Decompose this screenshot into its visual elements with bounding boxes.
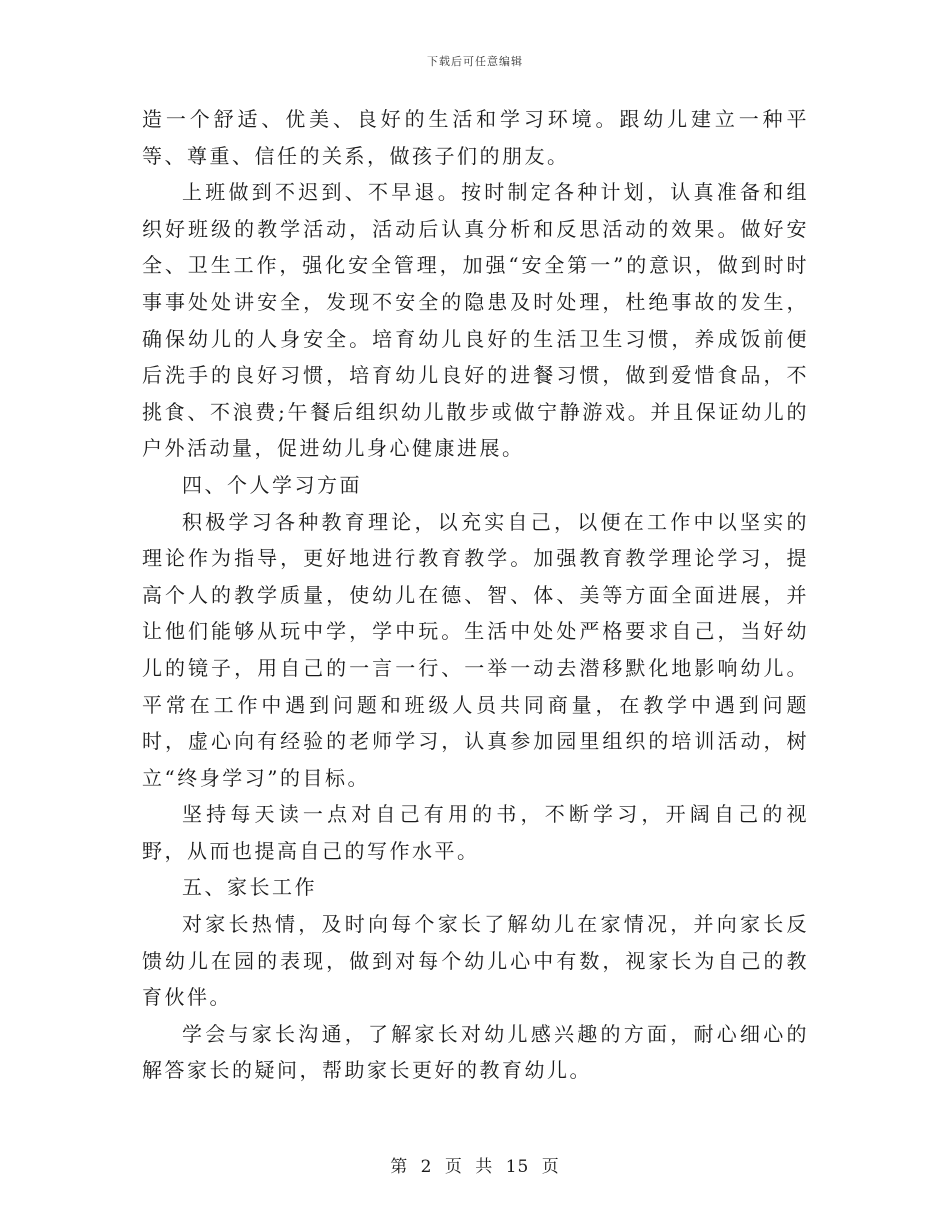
paragraph-continuation: 造一个舒适、优美、良好的生活和学习环境。跟幼儿建立一种平等、尊重、信任的关系，做孩子们的朋友。 [142, 107, 809, 168]
paragraph-parent-feedback: 对家长热情，及时向每个家长了解幼儿在家情况，并向家长反馈幼儿在园的表现，做到对每个幼儿心中有数，视家长为自己的教育伙伴。 [142, 912, 809, 1010]
section-heading-parent-work: 五、家长工作 [182, 875, 317, 900]
paragraph-study-theory: 积极学习各种教育理论，以充实自己，以便在工作中以坚实的理论作为指导，更好地进行教育教学。加强教育教学理论学习，提高个人的教学质量，使幼儿在德、智、体、美等方面全面进展，并让他们能够从玩中学，学中玩。生活中处处严格要求自己，当好幼儿的镜子，用自己的一言一行、一举一动去潜移默化地影响幼儿。平常在工作中遇到问题和班级人员共同商量，在教学中遇到问题时，虚心向有经验的老师学习，认真参加园里组织的培训活动，树立“终身学习”的目标。 [142, 509, 809, 790]
paragraph-parent-communication: 学会与家长沟通，了解家长对幼儿感兴趣的方面，耐心细心的解答家长的疑问，帮助家长更好的教育幼儿。 [142, 1021, 809, 1083]
section-heading-personal-study: 四、个人学习方面 [182, 472, 362, 497]
document-body [142, 101, 809, 1089]
paragraph-daily-reading: 坚持每天读一点对自己有用的书，不断学习，开阔自己的视野，从而也提高自己的写作水平。 [142, 802, 809, 863]
page-header: 下载后可任意编辑 [427, 55, 523, 68]
page-number-footer: 第 2 页 共 15 页 [390, 1157, 560, 1177]
paragraph-work-duties: 上班做到不迟到、不早退。按时制定各种计划，认真准备和组织好班级的教学活动，活动后认真分析和反思活动的效果。做好安全、卫生工作，强化安全管理，加强“安全第一”的意识，做到时时事事处处讲安全，发现不安全的隐患及时处理，杜绝事故的发生，确保幼儿的人身安全。培育幼儿良好的生活卫生习惯，养成饭前便后洗手的良好习惯，培育幼儿良好的进餐习惯，做到爱惜食品，不挑食、不浪费;午餐后组织幼儿散步或做宁静游戏。并且保证幼儿的户外活动量，促进幼儿身心健康进展。 [142, 180, 809, 461]
